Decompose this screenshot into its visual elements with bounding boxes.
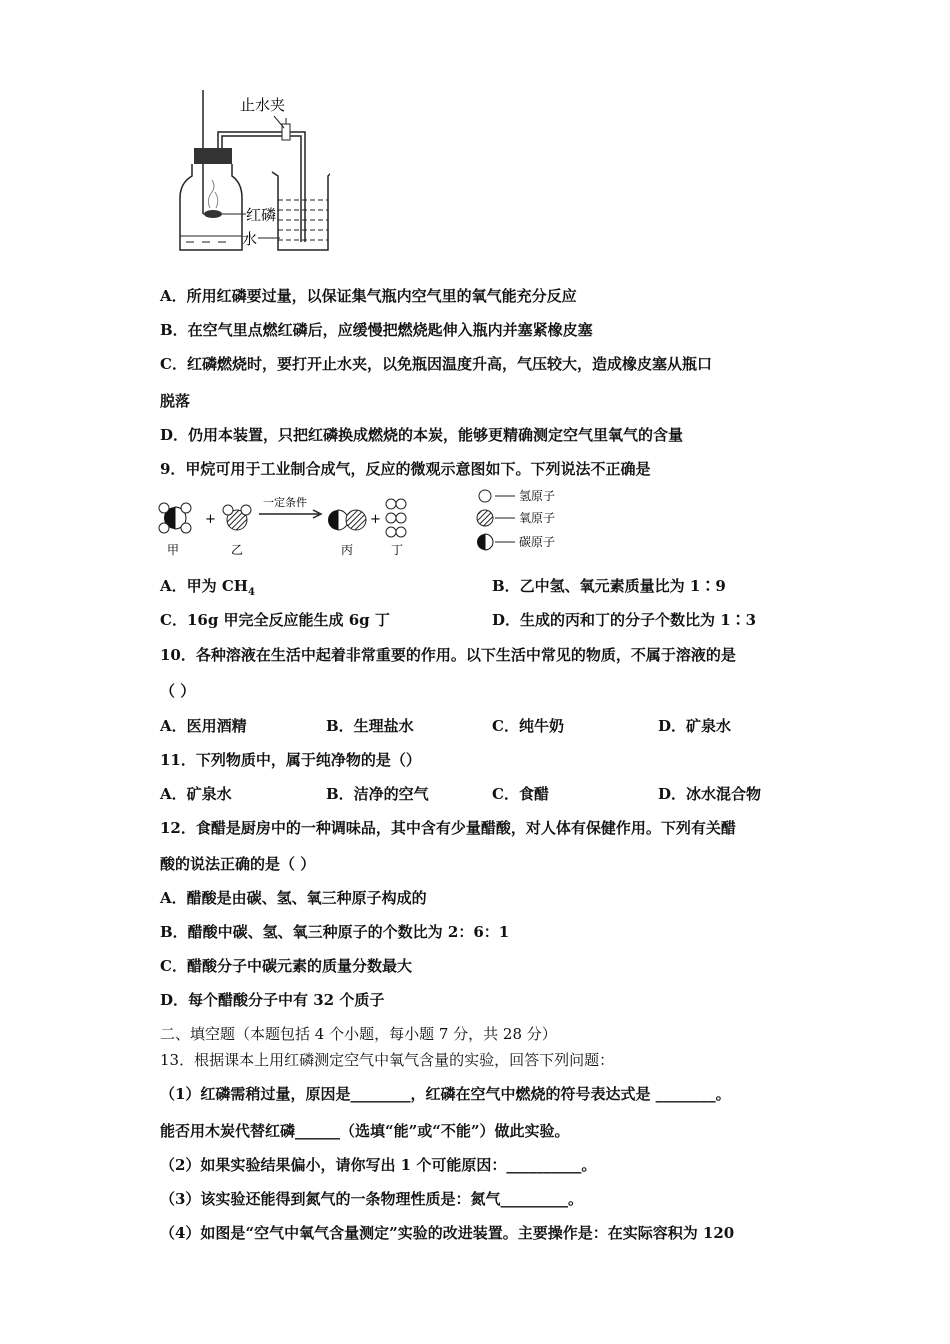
q9-option-c: C．16g 甲完全反应能生成 6g 丁	[160, 611, 390, 629]
water-label: 水	[242, 230, 258, 248]
q12-option-a: A．醋酸是由碳、氢、氧三种原子构成的	[160, 889, 427, 907]
clip-label: 止水夹	[240, 96, 286, 114]
q13-part4: （4）如图是“空气中氧气含量测定”实验的改进装置。主要操作是：在实际容积为 120	[160, 1224, 735, 1242]
q13-part1: （1）红磷需稍过量，原因是________，红磷在空气中燃烧的符号表达式是 ________。	[160, 1085, 731, 1103]
plus-sign-2: +	[370, 512, 381, 527]
legend-hydrogen: 氢原子	[519, 489, 556, 503]
legend-carbon: 碳原子	[519, 535, 556, 549]
q8-option-c-cont: 脱落	[160, 392, 191, 410]
phosphorus-label: 红磷	[246, 206, 277, 224]
q13-part3: （3）该实验还能得到氮气的一条物理性质是：氮气_________。	[160, 1190, 583, 1208]
q10-option-a: A．医用酒精	[160, 717, 247, 735]
q9-option-d: D．生成的丙和丁的分子个数比为 1∶3	[492, 611, 757, 629]
q10-stem: 10．各种溶液在生活中起着非常重要的作用。以下生活中常见的物质，不属于溶液的是	[160, 646, 736, 664]
q9-option-a: A．甲为 $CH_4$	[160, 577, 255, 598]
reaction-condition: 一定条件	[263, 496, 307, 509]
legend-oxygen: 氧原子	[519, 511, 556, 525]
q12-option-d: D．每个醋酸分子中有 32 个质子	[160, 991, 385, 1009]
label-jia: 甲	[167, 543, 180, 557]
q12-stem: 12．食醋是厨房中的一种调味品，其中含有少量醋酸，对人体有保健作用。下列有关醋	[160, 819, 736, 837]
reaction-diagram	[155, 486, 575, 562]
label-ding: 丁	[391, 543, 404, 557]
apparatus-figure	[170, 88, 330, 253]
q8-option-c: C．红磷燃烧时，要打开止水夹，以免瓶因温度升高，气压较大，造成橡皮塞从瓶口	[160, 355, 712, 373]
label-yi: 乙	[231, 543, 244, 557]
q11-option-d: D．冰水混合物	[658, 785, 762, 803]
q13-stem: 13．根据课本上用红磷测定空气中氧气含量的实验，回答下列问题：	[160, 1051, 615, 1069]
q13-part2: （2）如果实验结果偏小，请你写出 1 个可能原因：__________。	[160, 1156, 597, 1174]
q8-option-d: D．仍用本装置，只把红磷换成燃烧的本炭，能够更精确测定空气里氧气的含量	[160, 426, 684, 444]
plus-sign-1: +	[205, 512, 216, 527]
q12-option-c: C．醋酸分子中碳元素的质量分数最大	[160, 957, 412, 975]
q11-option-a: A．矿泉水	[160, 785, 232, 803]
q10-option-b: B．生理盐水	[326, 717, 414, 735]
q12-stem-cont: 酸的说法正确的是（ ）	[160, 855, 316, 873]
methane-molecule	[159, 503, 191, 533]
q12-option-b: B．醋酸中碳、氢、氧三种原子的个数比为 2：6：1	[160, 923, 510, 941]
q10-stem-cont: （ ）	[160, 682, 196, 700]
q8-option-a: A．所用红磷要过量，以保证集气瓶内空气里的氧气能充分反应	[160, 287, 577, 305]
q10-option-d: D．矿泉水	[658, 717, 732, 735]
q9-option-b: B．乙中氢、氧元素质量比为 1∶9	[492, 577, 726, 595]
q11-stem: 11．下列物质中，属于纯净物的是（）	[160, 751, 421, 769]
q8-option-b: B．在空气里点燃红磷后，应缓慢把燃烧匙伸入瓶内并塞紧橡皮塞	[160, 321, 593, 339]
q10-option-c: C．纯牛奶	[492, 717, 564, 735]
q9-stem: 9．甲烷可用于工业制合成气，反应的微观示意图如下。下列说法不正确是	[160, 460, 651, 478]
section-heading: 二、填空题（本题包括 4 个小题，每小题 7 分，共 28 分）	[160, 1025, 557, 1043]
q11-option-b: B．洁净的空气	[326, 785, 429, 803]
co-molecule	[328, 510, 366, 530]
hydrogen-molecules	[386, 499, 406, 537]
water-molecule	[223, 505, 251, 530]
label-bing: 丙	[341, 543, 354, 557]
q11-option-c: C．食醋	[492, 785, 549, 803]
q13-part1-cont: 能否用木炭代替红磷______（选填“能”或“不能”）做此实验。	[160, 1122, 570, 1140]
